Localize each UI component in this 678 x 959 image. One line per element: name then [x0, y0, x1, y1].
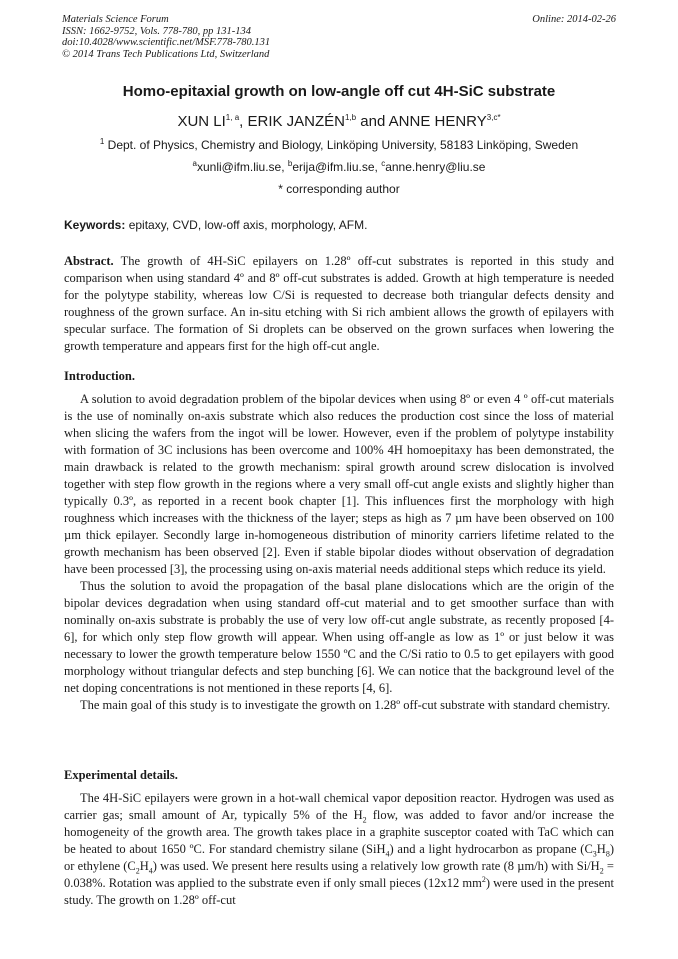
- subscript: 2: [135, 866, 140, 876]
- subscript: 4: [385, 849, 390, 859]
- doi-line: doi:10.4028/www.scientific.net/MSF.778-780.131: [62, 37, 271, 48]
- introduction-section: [64, 391, 614, 714]
- text-run: H: [596, 842, 606, 856]
- email-address[interactable]: anne.henry@liu.se: [385, 160, 486, 174]
- subscript: 8: [605, 849, 610, 859]
- paper-title: Homo-epitaxial growth on low-angle off cut 4H-SiC substrate: [122, 83, 556, 100]
- author-name: ERIK JANZÉN: [247, 113, 345, 130]
- paragraph: The main goal of this study is to investigate the growth on 1.28º off-cut substrate with standard chemistry.: [80, 698, 611, 712]
- subscript: 4: [148, 866, 153, 876]
- author-separator: and: [356, 113, 389, 130]
- text-run: = 0.038%. Rotation was applied to the substrate even if only small pieces (12x12 mm: [64, 859, 614, 890]
- keywords-text: epitaxy, CVD, low-off axis, morphology, AFM.: [125, 218, 368, 232]
- abstract: [64, 253, 614, 355]
- email-mark: b: [287, 159, 293, 168]
- abstract-text: The growth of 4H-SiC epilayers on 1.28º off-cut substrates is reported in this study and comparison when using standard 4º and 8º off-cut substrates is added. Growth at high temperature is needed for the polytype stability, whereas low C/Si is requested to decrease both triangular defects density and roughness of the grown surface. An in-situ etching with Si rich ambient allows the growth of epilayers with specular surface. The formation of Si droplets can be observed on the grown surfaces when lowering the growth temperature and appears first for the high off-cut angle.: [64, 254, 614, 353]
- issn-line: ISSN: 1662-9752, Vols. 778-780, pp 131-134: [62, 25, 251, 37]
- keywords: [64, 218, 367, 232]
- abstract-label: Abstract.: [64, 254, 114, 268]
- author-affil-mark: 1,b: [345, 113, 357, 122]
- text-run: ) were used in the present study. The growth on 1.28º off-cut: [64, 876, 614, 907]
- author-list: [0, 113, 678, 130]
- affiliation-mark: 1: [99, 137, 105, 146]
- affiliation-text: Dept. of Physics, Chemistry and Biology, Linköping University, 58183 Linköping, Sweden: [104, 138, 579, 152]
- author-affil-mark: 1, a: [225, 113, 240, 122]
- journal-name: Materials Science Forum: [62, 14, 169, 25]
- author-name: XUN LI: [177, 113, 226, 130]
- email-address[interactable]: erija@ifm.liu.se,: [292, 160, 382, 174]
- subscript: 2: [599, 866, 604, 876]
- subscript: 2: [362, 815, 367, 825]
- author-name: ANNE HENRY: [388, 113, 487, 130]
- author-emails: [0, 160, 678, 174]
- subscript: 3: [592, 849, 597, 859]
- experimental-section: [64, 790, 614, 909]
- journal-header: [62, 14, 616, 60]
- corresponding-author-note: * corresponding author: [278, 182, 400, 196]
- author-separator: ,: [239, 113, 248, 130]
- keywords-label: Keywords:: [64, 218, 126, 232]
- affiliation: [0, 138, 678, 152]
- text-run: ) or ethylene (C: [64, 842, 614, 873]
- superscript: 2: [481, 874, 486, 884]
- paragraph: A solution to avoid degradation problem of the bipolar devices when using 8º or even 4 º off-cut materials is the use of nominally on-axis substrate which also reduces the production cost since the loss of material when slicing the wafers from the ingot will be lower. However, even if the problem of polytype instability with formation of 3C inclusions has been overcome and 100% 4H homoepitaxy has been demonstrated, the main drawback is related to the growth mechanism: spiral growth around screw dislocation is involved together with step flow growth in the regions where a very small off-cut angle exists and slightly higher than typically 0.3º, as reported in a recent book chapter [1]. This influences first the morphology with high roughness which increases with the thickness of the layer; steps as high as 7 µm have been observed on 100 µm thick epilayer. Secondly large in-homogeneous distribution of minority carriers lifetime related to the growth mechanism has been observed [2]. Even if stable bipolar diodes without observation of degradation have been processed [3], the processing using on-axis material needs additional steps which reduce its yield.: [64, 392, 614, 576]
- text-run: flow, was added to favor and/or increase the homogeneity of the growth area. The growth takes place in a graphite susceptor coated with TaC which can be heated to about 1650 ºC. For standard chemistry silane (SiH: [64, 808, 614, 856]
- email-mark: c: [381, 159, 386, 168]
- experimental-heading: Experimental details.: [64, 768, 178, 782]
- email-mark: a: [192, 159, 197, 168]
- text-run: The 4H-SiC epilayers were grown in a hot-wall chemical vapor deposition reactor. Hydrogen was used as carrier gas; small amount of Ar, typically 5% of the H: [64, 791, 614, 822]
- paragraph: [64, 790, 614, 909]
- email-address[interactable]: xunli@ifm.liu.se,: [197, 160, 288, 174]
- text-run: H: [139, 859, 149, 873]
- online-date: Online: 2014-02-26: [532, 14, 616, 25]
- copyright-line: © 2014 Trans Tech Publications Ltd, Switzerland: [62, 48, 270, 60]
- introduction-heading: Introduction.: [64, 369, 135, 383]
- paragraph: Thus the solution to avoid the propagation of the basal plane dislocations which are the origin of the bipolar devices degradation when using standard off-cut material and to get smoother surface than with nominally on-axis substrate is probably the use of very low off-cut angle substrate, as recently proposed [4-6], for which only step flow growth will appear. When using off-angle as low as 1º or just below it was necessary to lower the growth temperature below 1550 ºC and the C/Si ratio to 0.5 to get epilayers with good morphology without triangular defects and step bunching [6]. We can notice that the background level of the net doping concentrations is not mentioned in these reports [4, 6].: [64, 579, 614, 695]
- text-run: ) was used. We present here results using a relatively low growth rate (8 µm/h) with Si/H: [152, 859, 600, 873]
- text-run: ) and a light hydrocarbon as propane (C: [389, 842, 593, 856]
- author-affil-mark: 3,c*: [486, 113, 501, 122]
